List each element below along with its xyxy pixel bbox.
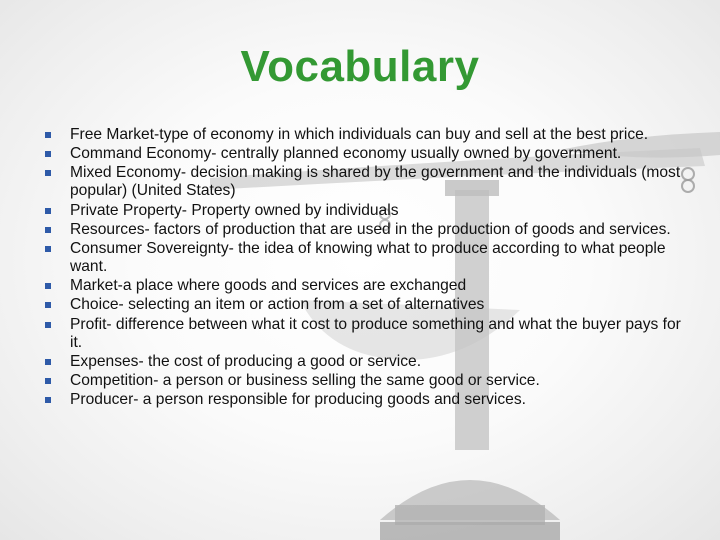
list-item-text: Private Property- Property owned by individuals	[70, 201, 399, 219]
list-item-text: Expenses- the cost of producing a good or service.	[70, 352, 422, 370]
list-item-text: Market-a place where goods and services are exchanged	[70, 277, 467, 295]
square-bullet-icon	[45, 397, 51, 403]
list-item-text: Producer- a person responsible for producing goods and services.	[70, 391, 526, 409]
list-item	[45, 391, 685, 409]
list-item	[45, 372, 685, 390]
square-bullet-icon	[45, 170, 51, 176]
page-title: Vocabulary	[240, 42, 480, 91]
square-bullet-icon	[45, 208, 51, 214]
list-item	[45, 164, 685, 200]
square-bullet-icon	[45, 302, 51, 308]
list-item-text: Consumer Sovereignty- the idea of knowing what to produce according to what people want.	[70, 239, 666, 275]
square-bullet-icon	[45, 132, 51, 138]
square-bullet-icon	[45, 378, 51, 384]
list-item-text: Resources- factors of production that are used in the production of goods and services.	[70, 220, 671, 238]
square-bullet-icon	[45, 227, 51, 233]
list-item	[45, 316, 685, 352]
list-item-text: Free Market-type of economy in which individuals can buy and sell at the best price.	[70, 126, 649, 143]
square-bullet-icon	[45, 151, 51, 157]
square-bullet-icon	[45, 246, 51, 252]
list-item-text: Mixed Economy- decision making is shared by the government and the individuals (most popular) (United States)	[70, 164, 681, 200]
list-item	[45, 296, 685, 314]
list-item	[45, 126, 685, 144]
list-item	[45, 145, 685, 163]
list-item-text: Choice- selecting an item or action from a set of alternatives	[70, 296, 485, 314]
list-item-text: Competition- a person or business selling the same good or service.	[70, 371, 540, 389]
list-item	[45, 277, 685, 295]
list-item	[45, 353, 685, 371]
list-item	[45, 240, 685, 276]
list-item	[45, 202, 685, 220]
square-bullet-icon	[45, 283, 51, 289]
square-bullet-icon	[45, 359, 51, 365]
list-item-text: Command Economy- centrally planned economy usually owned by government.	[70, 145, 622, 163]
list-item-text: Profit- difference between what it cost to produce something and what the buyer pays for it.	[70, 315, 681, 351]
list-item	[45, 221, 685, 239]
square-bullet-icon	[45, 322, 51, 328]
vocabulary-list	[45, 126, 685, 410]
